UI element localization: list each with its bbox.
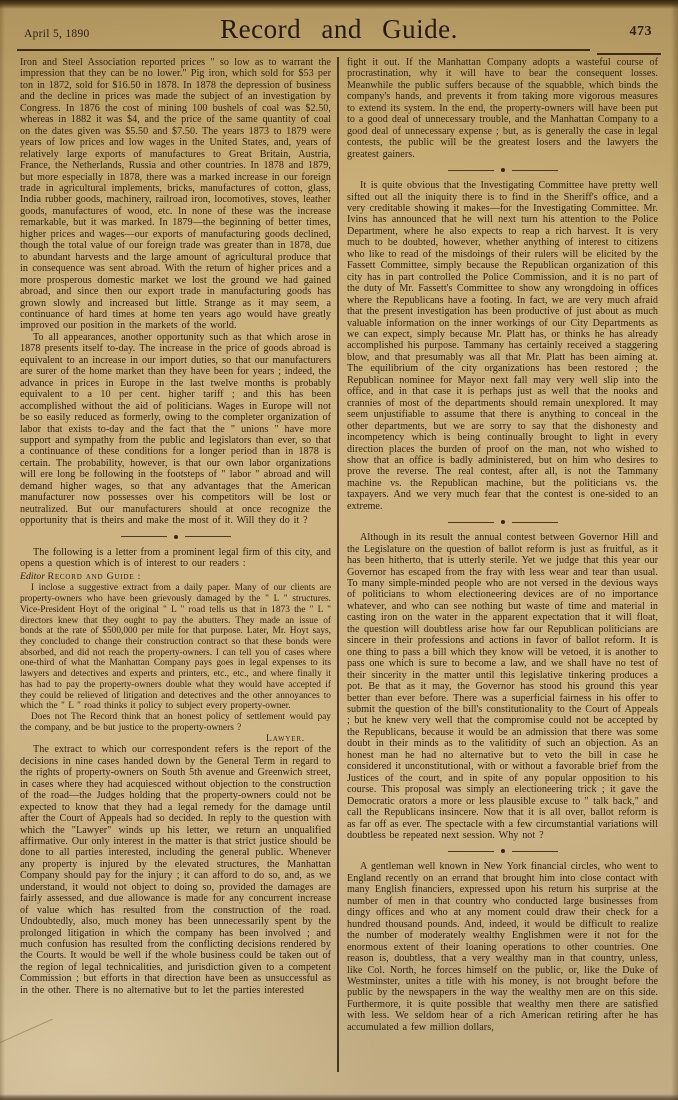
divider-line [448, 170, 494, 171]
divider-dot-icon [501, 168, 505, 172]
letter-paragraph: I inclose a suggestive extract from a daily paper. Many of our clients are property-owners who have been grievously damaged by the " L " structures. Vice-President Hoyt of the original " L " road tells us that in 1873 the " L " directors knew that they ought to pay the abutters. They made an issue of bonds at the rate of $500,000 per mile for that purpose. Later, Mr. Hoyt says, they concluded to change their construction contract so that these bonds were absorbed, and did not reach the property-owners. I can tell you of cases where one-third of what the Manhattan Company pays goes in legal expenses to its lawyers and detectives and experts and printers, etc., etc., and where finally it has had to pay the property-owners double what they would have accepted if they could be relieved of litigation and detectives and the other annoyances to which the " L " road thinks it policy to subject every property-owner. [20, 583, 331, 712]
divider-line [512, 851, 558, 852]
masthead-rule [17, 49, 590, 51]
divider-line [512, 170, 558, 171]
page-number-rule [597, 53, 661, 55]
section-divider [347, 161, 658, 179]
article-paragraph: Iron and Steel Association reported prices " so low as to warrant the impression that they can be no lower." Pig iron, which sold for $53 per ton in 1872, sold for $16.50 in 1878. In 1878 the depression of business and the decline in prices was made the subject of an investigation by Congress. In 1876 the cost of mining 100 bushels of coal was $2.50, whereas in 1882 it was $4, and the price of the same quantity of coal on the dates given was $5.50 and $7.50. The years 1873 to 1879 were years of low prices and low wages in the United States, and, years of relatively large exports of manufactures to Great Britain, Austria, France, the Netherlands, Russia and other countries. In 1878 and 1879, but more especially in 1878, there was a marked increase in our foreign trade in agricultural implements, bricks, manufactures of cotton, glass, India rubber goods, machinery, railroad iron, locomotives, stoves, leather goods, manufactures of wood, etc. In none of these was the increase remarkable, but it was marked. In 1879—the beginning of better times, higher prices and wages—our exports of manufacturing goods declined, though the total value of our foreign trade was greater than in 1878, due to abundant harvests and the large amount of agricultural produce that in consequence was sent abroad. With the return of higher prices and a more prosperous domestic market we lost the ground we had gained abroad, and since then our export trade in manufacturing goods has grown slowly and increased but little. Strange as it may seem, a continuance of hard times at home ten years ago would have greatly improved our position in the markets of the world. [20, 57, 331, 332]
left-column [20, 57, 331, 1090]
section-divider [347, 842, 658, 860]
page-number: 473 [629, 24, 652, 39]
divider-line [121, 536, 167, 537]
right-column [347, 57, 658, 1090]
article-paragraph: Although in its result the annual contest between Governor Hill and the Legislature on the question of ballot reform is just as fruitful, as it has been hitherto, that is utterly sterile. Yet we judge that this year our Governor has escaped from the fray with less wear and tear than usual. To many simple-minded people who are not versed in the devious ways of politicians to whom electioneering devices are of no importance whatever, and who can see nothing but waste of time and material in casting iron on the water in the apparent expectation that it will float, the question will doubtless arise how far our Republican politicians are sincere in their professions and actions in favor of ballot reform. It is one thing to pass a bill which they know will be vetoed, it is another to pass one which is sure to become a law, and we shall have no test of their sincerity in the matter until this legislative tinkering produces a pot. Be that as it may, the Governor has stood his ground this year better than ever before. There was a superficial fairness in his offer to submit the question of the bill's constitutionality to the Court of Appeals ; but he knew very well that the compromise could not be accepted by the Republicans, because it would be an admission that there was some doubt in their minds as to the valitidity of such an objection. As an honest man he had no alternative but to veto the bill in case he considered it unconstitutional, with or without a favorable brief from the Justices of the court, and in spite of any popular opposition to his course. This proposal was simply an electioneering trick ; it gave the Democratic orators a more or less plausible excuse to " talk back," and call the Republicans insincere. Now that it is all over, ballot reform is as far off as ever. The spectacle with a few circumstantial variations will doubtless be repeated next session. Why not ? [347, 532, 658, 841]
letter-salutation [20, 571, 331, 583]
divider-line [185, 536, 231, 537]
page-bottom-edge [0, 1094, 678, 1100]
letter-signature: Lawyer. [266, 733, 305, 745]
article-paragraph: The extract to which our correspondent refers is the report of the decisions in nine cases handed down by the General Term in regard to the rights of property-owners on South 5th avenue and Greenwich street, in cases where they had acquiesced without objection to the construction of the road—the Judges holding that the property-owners could not be expected to know that they had a legal remedy for the damage until after the Court of Appeals had so decided. In reply to the question with which the "Lawyer" winds up his letter, we return an unqualified affirmative. Our only interest in the matter is that strict justice should be done to all parties interested, including the general public. Whenever any property is injured by the elevated structures, the Manhattan Company should pay for the injury ; it can afford to do so, and, as we understand, it would not object to doing so, provided the damages are fairly assessed, and due allowance is made for any concurrent increase of value which has resulted from the construction of the road. Undoubtedly, also, much money has been unnecessarily spent by the prolonged litigation in which the company has been involved ; and much confusion has resulted from the conflicting decisions rendered by the Courts. It would be well if the whole business could be taken out of the region of legal technicalities, and jurisdiction given to a competent Commission ; but efforts in that direction have been as unsuccessful as in the other. There is no alternative but to let the parties interested [20, 744, 331, 996]
masthead [0, 14, 678, 54]
divider-dot-icon [501, 520, 505, 524]
salutation-journal: Record and Guide : [47, 571, 142, 583]
section-divider [347, 513, 658, 531]
letter-paragraph: Does not The Record think that an honest policy of settlement would pay the company, and be but justice to the property-owners ? [20, 711, 331, 733]
column-divider-rule [337, 57, 339, 1072]
page-top-edge [0, 0, 678, 9]
divider-dot-icon [501, 849, 505, 853]
section-divider [20, 528, 331, 546]
divider-line [512, 522, 558, 523]
page-right-edge [671, 0, 678, 1100]
divider-line [448, 851, 494, 852]
divider-dot-icon [174, 535, 178, 539]
article-paragraph: It is quite obvious that the Investigating Committee have pretty well sifted out all the iniquity there is to find in the Sheriff's office, and a very creditable showing it makes—for the Investigating Committee. Mr. Ivins has announced that he will next turn his attention to the Police Department, where he also expects to reap a rich harvest. It is very much to be doubted, however, whether anything of interest to citizens who like to read of the misdoings of their rulers will be elicited by the Fassett Committee, simply because the Republican organization of this city has in part controlled the Police Commission, and it is no part of the duty of Mr. Fassett's Committee to show any wrongdoing in offices where the Republicans have a footing. In fact, we are very much afraid that the present investigation has been productive of just about as much valuable information on the inner workings of our City Departments as we can expect, simply because Mr. Platt has, or thinks he has already accomplished his purpose. Tammany has certainly received a staggering blow, and that presumably was all that Mr. Platt has been aiming at. The equilibrium of the city organizations has been restored ; the Republican nominee for Mayor next fall may very well slip into the office, and in that case it is perhaps just as well that the nooks and crannies of most of the departments should remain unexplored. It may seem unjustifiable to assume that there is anything to conceal in the other departments, but we are sorry to say that the dishonesty and incompetency which is being continually brought to light in every direction places the burden of proof on the man, not who wished to show that an office is badly administered, but on him who desires to prove the reverse. The real contest, after all, is not the Tammany machine vs. the Republican machine, but the politicians vs. the taxpayers. And we very much fear that the contest is one-sided to an extreme. [347, 180, 658, 512]
salutation-editor: Editor [20, 571, 46, 583]
letter-intro-paragraph: The following is a letter from a prominent legal firm of this city, and opens a question which is of interest to our readers : [20, 546, 331, 570]
article-paragraph: fight it out. If the Manhattan Company adopts a wasteful course of procrastination, why it will have to bear the consequent losses. Meanwhile the public suffers because of the squabble, which binds the company's hands, and prevents it from taking more vigorous measures to extend its system. In the end, the property-owners will have been put to a good deal of unnecessary trouble, and the Manhattan Company to a good deal of unnecessary expense ; but, as is generally the case in legal contests, the public will be the greatest losers and the lawyers the greatest gainers. [347, 57, 658, 160]
publication-title: Record and Guide. [220, 14, 458, 44]
divider-line [448, 522, 494, 523]
article-paragraph: A gentleman well known in New York financial circles, who went to England recently on an errand that brought him into close contact with many English financiers, expressed upon his return his surprise at the number of men in that country who conducted large businesses from dingy offices and who at any moment could draw their check for a hundred thousand pounds. And, indeed, it would be difficult to realize the number of moderately wealthy Englishmen were it not for the enormous extent of their loaning operations to other countries. One reason is, doubtless, that a very wealthy man in that country, unless, like Col. North, he forces himself on the public, or, like the Duke of Westminster, unites a title with his money, is not brought before the public by the newspapers in the way the wealthy men are on this side. Furthermore, it is quite possible that wealthy men there are satisfied with less. We seldom hear of a rich American retiring after he has accumulated a few million dollars, [347, 861, 658, 1033]
issue-date: April 5, 1890 [24, 28, 90, 40]
article-paragraph: To all appearances, another opportunity such as that which arose in 1878 presents itself to-day. The increase in the price of goods abroad is equivalent to an increase in our import duties, so that our manufacturers are surer of the home market than they have been for years ; indeed, the advance in prices in Europe in the last twelve months is probably equivalent to a 10 per cent. higher tariff ; and this has been accomplished without the aid of politicians. Wages in Europe will not be so easily reduced as formerly, owing to the completer organization of labor that exists to-day and the fact that the " unions " have more support and sympathy from the public and legislators than ever, so that a continuance of these conditions for a longer period than in 1878 is certain. The probability, however, is that our own labor organizations will ere long be following in the footsteps of " labor " abroad and will demand higher wages, so that any advantages that the American manufacturer now possesses over his competitors will be lost or neutralized. But our manufacturers should at once recognize the opportunity that is theirs and make the most of it. Will they do it ? [20, 331, 331, 527]
page-left-edge [0, 0, 5, 1100]
